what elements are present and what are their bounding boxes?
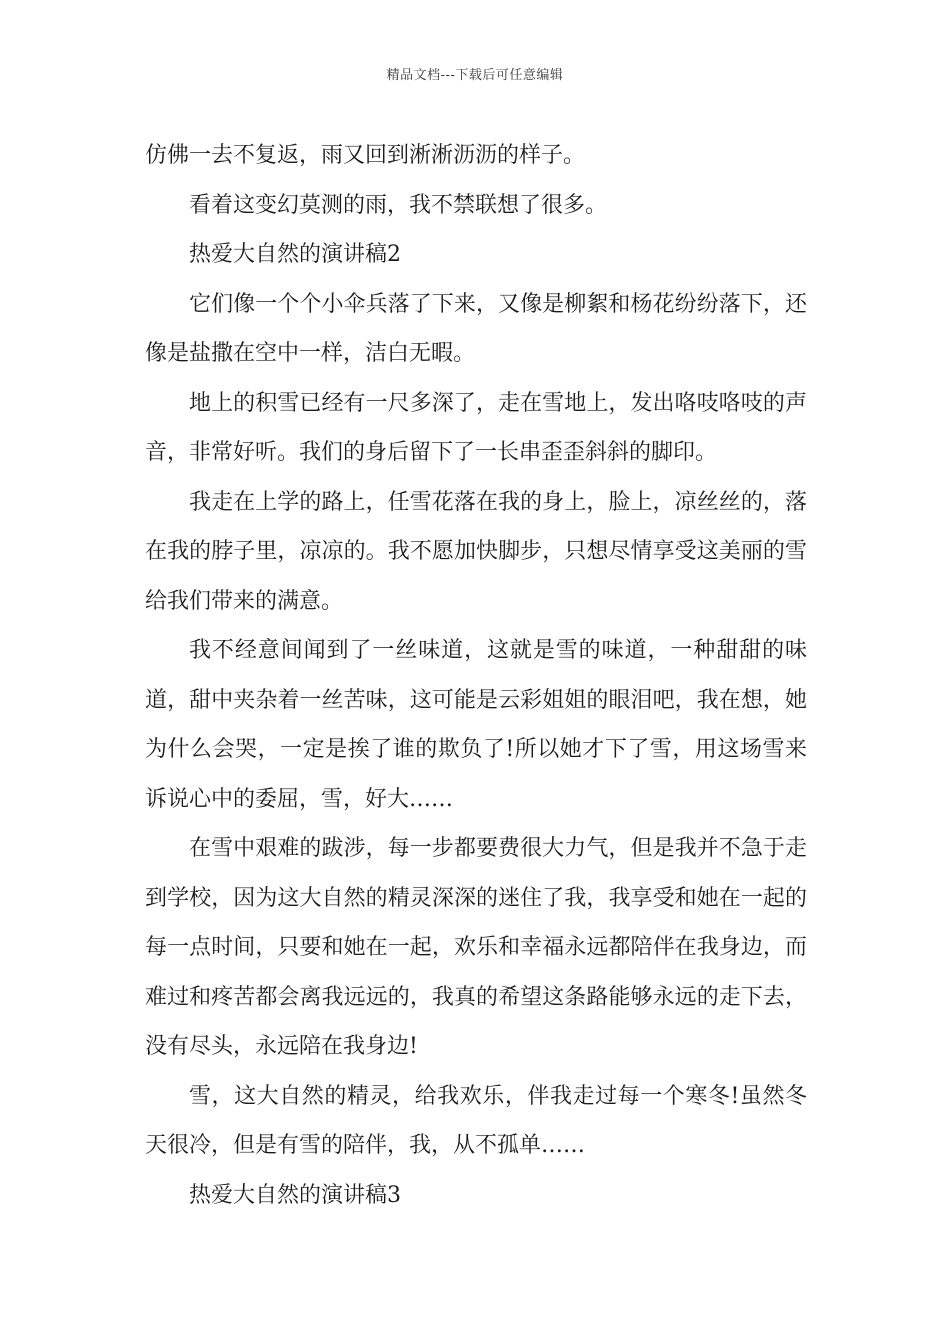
paragraph: 它们像一个个小伞兵落了下来，又像是柳絮和杨花纷纷落下，还像是盐撒在空中一样，洁白无暇。 [145, 291, 807, 366]
section-heading: 热爱大自然的演讲稿2 [189, 242, 401, 267]
paragraph: 地上的积雪已经有一尺多深了，走在雪地上，发出咯吱咯吱的声音，非常好听。我们的身后留下了一长串歪歪斜斜的脚印。 [145, 390, 807, 465]
paragraph: 雪，这大自然的精灵，给我欢乐，伴我走过每一个寒冬!虽然冬天很冷，但是有雪的陪伴，我，从不孤单…… [145, 1083, 807, 1158]
paragraph: 看着这变幻莫测的雨，我不禁联想了很多。 [189, 192, 608, 218]
paragraph: 我走在上学的路上，任雪花落在我的身上，脸上，凉丝丝的，落在我的脖子里，凉凉的。我不愿加快脚步，只想尽情享受这美丽的雪给我们带来的满意。 [145, 489, 807, 614]
page-header: 精品文档---下载后可任意编辑 [386, 68, 564, 83]
paragraph: 在雪中艰难的跋涉，每一步都要费很大力气，但是我并不急于走到学校，因为这大自然的精灵深深的迷住了我，我享受和她在一起的每一点时间，只要和她在一起，欢乐和幸福永远都陪伴在我身边，而难过和疼苦都会离我远远的，我真的希望这条路能够永远的走下去，没有尽头，永远陪在我身边! [145, 836, 807, 1059]
document-body [145, 131, 807, 1220]
section-heading: 热爱大自然的演讲稿3 [189, 1182, 401, 1208]
paragraph: 我不经意间闻到了一丝味道，这就是雪的味道，一种甜甜的味道，甜中夹杂着一丝苦味，这可能是云彩姐姐的眼泪吧，我在想，她为什么会哭，一定是挨了谁的欺负了!所以她才下了雪，用这场雪来诉说心中的委屈，雪，好大…… [145, 638, 807, 812]
paragraph-continuation: 仿佛一去不复返，雨又回到淅淅沥沥的样子。 [145, 143, 586, 168]
